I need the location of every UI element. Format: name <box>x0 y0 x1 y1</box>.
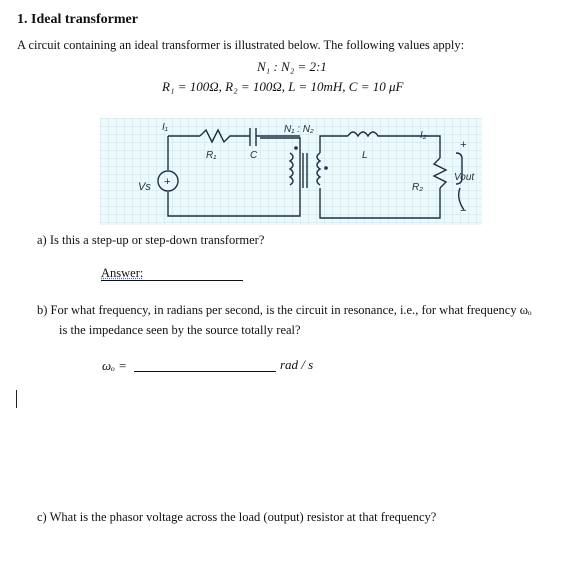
omega-label: ωₒ = <box>102 358 127 373</box>
text-cursor <box>16 390 17 408</box>
current-in-label: I₁ <box>162 122 168 133</box>
omega-unit: rad / s <box>280 357 314 372</box>
r1-label: R₁ <box>206 150 217 161</box>
omega-input-line[interactable] <box>134 371 276 372</box>
problem-title: 1. Ideal transformer <box>17 12 138 27</box>
source-label: Vs <box>138 181 151 193</box>
source-plus: + <box>164 176 171 188</box>
question-b-line2: is the impedance seen by the source totally real? <box>59 323 301 337</box>
question-a: a) Is this a step-up or step-down transformer? <box>37 233 265 247</box>
capacitor-label: C <box>250 150 258 161</box>
vout-minus: − <box>460 205 467 217</box>
inductor-label: L <box>362 150 368 161</box>
turns-ratio-equation: N₁ : N₂ = 2:1 <box>257 59 327 74</box>
answer-input-line[interactable] <box>101 280 243 281</box>
answer-label: Answer: <box>101 266 144 280</box>
vout-plus: + <box>460 139 467 151</box>
question-b-line1: b) For what frequency, in radians per second, is the circuit in resonance, i.e., for what frequency ωₒ <box>37 303 532 317</box>
current-out-label: I₂ <box>420 130 427 141</box>
question-c: c) What is the phasor voltage across the load (output) resistor at that frequency? <box>37 510 437 524</box>
component-values-equation: R₁ = 100Ω, R₂ = 100Ω, L = 10mH, C = 10 μF <box>162 79 404 94</box>
problem-intro: A circuit containing an ideal transformer is illustrated below. The following values apply: <box>17 38 465 52</box>
vout-label: Vout <box>454 172 475 183</box>
turns-ratio-label: N₁ : N₂ <box>284 124 314 135</box>
r2-label: R₂ <box>412 182 424 193</box>
circuit-diagram <box>100 118 482 225</box>
